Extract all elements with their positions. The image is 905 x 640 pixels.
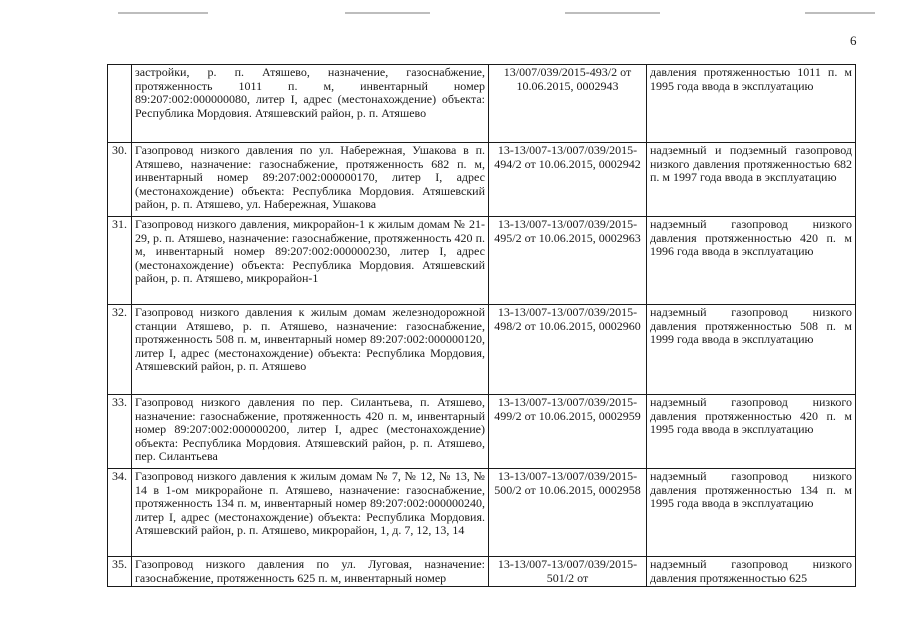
object-description: Газопровод низкого давления по ул. Набережная, Ушакова в п. Атяшево, назначение: газоснабжение, протяженность 682 п. м, инвентарный номер 89:207:002:000000170, литер I, адрес (местонахождение) объекта: Республика Мордовия. Атяшевский район, р. п. Атяшево, ул. Набережная, Ушакова	[132, 143, 489, 217]
table-row	[108, 65, 856, 143]
row-number: 32.	[108, 305, 132, 395]
object-characteristics: надземный газопровод низкого давления протяженностью 420 п. м 1996 года ввода в эксплуатацию	[647, 217, 856, 305]
registration-record: 13-13/007-13/007/039/2015-500/2 от 10.06.2015, 0002958	[489, 469, 647, 557]
property-registry-table	[107, 64, 856, 587]
table-row	[108, 469, 856, 557]
registration-record: 13-13/007-13/007/039/2015-501/2 от	[489, 557, 647, 587]
row-number: 35.	[108, 557, 132, 587]
object-characteristics: надземный газопровод низкого давления протяженностью 134 п. м 1995 года ввода в эксплуатацию	[647, 469, 856, 557]
registration-record: 13-13/007-13/007/039/2015-498/2 от 10.06.2015, 0002960	[489, 305, 647, 395]
scan-artifact-line	[805, 12, 875, 14]
registration-record: 13/007/039/2015-493/2 от 10.06.2015, 0002943	[489, 65, 647, 143]
object-characteristics: давления протяженностью 1011 п. м 1995 года ввода в эксплуатацию	[647, 65, 856, 143]
page-number: 6	[850, 33, 857, 48]
object-description: Газопровод низкого давления к жилым домам железнодорожной станции Атяшево, р. п. Атяшево, назначение: газоснабжение, протяженность 508 п. м, инвентарный номер 89:207:002:000000120, литер I, адрес (местонахождение) объекта: Республика Мордовия, Атяшевский район, р. п. Атяшево	[132, 305, 489, 395]
registration-record: 13-13/007-13/007/039/2015-494/2 от 10.06.2015, 0002942	[489, 143, 647, 217]
table-row	[108, 143, 856, 217]
object-characteristics: надземный газопровод низкого давления протяженностью 508 п. м 1999 года ввода в эксплуатацию	[647, 305, 856, 395]
object-characteristics: надземный газопровод низкого давления протяженностью 420 п. м 1995 года ввода в эксплуатацию	[647, 395, 856, 469]
registration-record: 13-13/007-13/007/039/2015-499/2 от 10.06.2015, 0002959	[489, 395, 647, 469]
scan-artifact-line	[118, 12, 208, 14]
object-description: застройки, р. п. Атяшево, назначение, газоснабжение, протяженность 1011 п. м, инвентарный номер 89:207:002:000000080, литер I, адрес (местонахождение) объекта: Республика Мордовия. Атяшевский район, р. п. Атяшево	[132, 65, 489, 143]
registration-record: 13-13/007-13/007/039/2015-495/2 от 10.06.2015, 0002963	[489, 217, 647, 305]
row-number	[108, 65, 132, 143]
table-row	[108, 305, 856, 395]
object-description: Газопровод низкого давления по пер. Силантьева, п. Атяшево, назначение: газоснабжение, протяженность 420 п. м, инвентарный номер 89:207:002:000000200, литер I, адрес (местонахождение) объекта: Республика Мордовия. Атяшевский район, р. п. Атяшево, пер. Силантьева	[132, 395, 489, 469]
scan-artifact-line	[565, 12, 660, 14]
object-description: Газопровод низкого давления по ул. Луговая, назначение: газоснабжение, протяженность 625 п. м, инвентарный номер	[132, 557, 489, 587]
row-number: 33.	[108, 395, 132, 469]
table-row	[108, 217, 856, 305]
row-number: 30.	[108, 143, 132, 217]
object-description: Газопровод низкого давления к жилым домам № 7, № 12, № 13, № 14 в 1-ом микрорайоне п. Атяшево, назначение: газоснабжение, протяженность 134 п. м, инвентарный номер 89:207:002:000000240, литер I, адрес (местонахождение) объекта: Республика Мордовия. Атяшевский район, р. п. Атяшево, микрорайон, 1, д. 7, 12, 13, 14	[132, 469, 489, 557]
object-characteristics: надземный газопровод низкого давления протяженностью 625	[647, 557, 856, 587]
scan-artifact-line	[345, 12, 430, 14]
row-number: 34.	[108, 469, 132, 557]
object-characteristics: надземный и подземный газопровод низкого давления протяженностью 682 п. м 1997 года ввода в эксплуатацию	[647, 143, 856, 217]
object-description: Газопровод низкого давления, микрорайон-1 к жилым домам № 21-29, р. п. Атяшево, назначение: газоснабжение, протяженность 420 п. м, инвентарный номер 89:207:002:000000230, литер I, адрес (местонахождение) объекта: Республика Мордовия. Атяшевский район, р. п. Атяшево, микрорайон-1	[132, 217, 489, 305]
table-row	[108, 395, 856, 469]
row-number: 31.	[108, 217, 132, 305]
table-row	[108, 557, 856, 587]
